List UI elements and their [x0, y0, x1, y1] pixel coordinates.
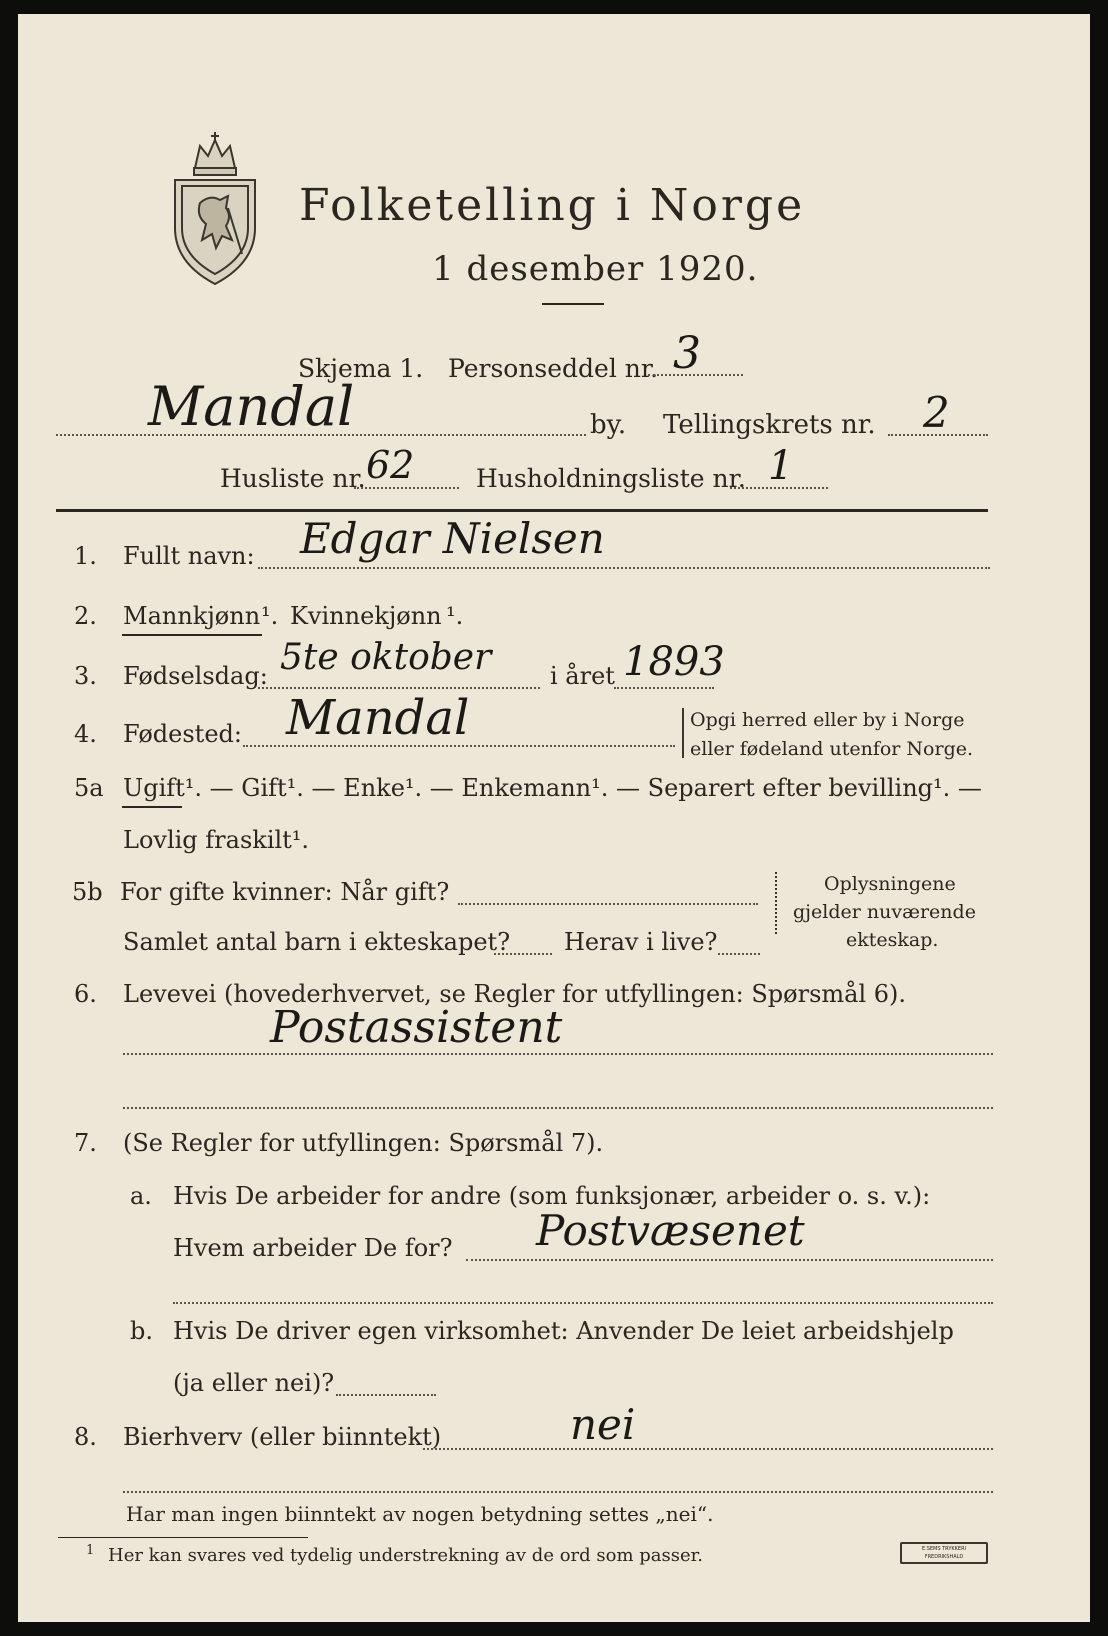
husholdning-label: Husholdningsliste nr. — [476, 464, 746, 493]
q1-label: Fullt navn: — [123, 542, 255, 570]
q8-line — [423, 1448, 993, 1450]
city-line — [56, 434, 586, 436]
q8-label: Bierhverv (eller biinntekt) — [123, 1423, 442, 1451]
q2-male[interactable]: Mannkjønn — [123, 602, 261, 630]
q4-label: Fødested: — [123, 720, 242, 748]
q3-day-line — [258, 687, 540, 689]
q5b-children-label: Samlet antal barn i ekteskapet? — [123, 928, 511, 956]
title-divider — [542, 303, 604, 305]
q3-year-label: i året — [550, 662, 615, 690]
q6-number: 6. — [74, 980, 97, 1008]
q5b-note-line1: Oplysningene — [824, 873, 956, 895]
personseddel-value[interactable]: 3 — [673, 328, 701, 379]
footnote-mark: 1 — [86, 1543, 95, 1558]
q5a-ugift-underline — [122, 806, 182, 808]
husliste-line — [354, 487, 459, 489]
q5b-note-brace — [775, 872, 777, 934]
q5a-options-line2[interactable]: Lovlig fraskilt¹. — [123, 826, 310, 854]
q1-line — [258, 567, 990, 569]
q8-value[interactable]: nei — [570, 1400, 636, 1449]
q7b-line1: Hvis De driver egen virksomhet: Anvender De leiet arbeidshjelp — [173, 1317, 954, 1345]
footnote-text: Her kan svares ved tydelig understrekning av de ord som passer. — [108, 1545, 703, 1566]
header-rule — [56, 509, 988, 512]
q5b-when-line — [458, 903, 758, 905]
q5b-alive-line — [718, 953, 760, 955]
q7b-number: b. — [130, 1317, 153, 1345]
printer-stamp-text: E.SEMS TRYKKERI FREDRIKSHALD — [921, 1546, 967, 1560]
q5b-children-line — [494, 953, 552, 955]
q3-label: Fødselsdag: — [123, 662, 268, 690]
q7-number: 7. — [74, 1129, 97, 1157]
q6-line1 — [123, 1053, 993, 1055]
husliste-value[interactable]: 62 — [366, 443, 415, 487]
q3-year-value[interactable]: 1893 — [623, 639, 725, 685]
q6-line2 — [123, 1107, 993, 1109]
q5b-alive-label: Herav i live? — [564, 928, 718, 956]
q8-line2 — [123, 1491, 993, 1493]
q7b-line2: (ja eller nei)? — [173, 1369, 335, 1397]
q3-number: 3. — [74, 662, 97, 690]
census-date: 1 desember 1920. — [432, 249, 759, 289]
husholdning-value[interactable]: 1 — [768, 443, 794, 489]
tellingskrets-label: Tellingskrets nr. — [663, 410, 876, 440]
city-value[interactable]: Mandal — [148, 375, 355, 438]
q4-number: 4. — [74, 720, 97, 748]
q7a-number: a. — [130, 1182, 152, 1210]
q7a-line2-dots — [173, 1302, 993, 1304]
q5b-line1: For gifte kvinner: Når gift? — [120, 878, 450, 906]
footnote-rule — [58, 1537, 308, 1538]
q6-label: Levevei (hovederhvervet, se Regler for utfyllingen: Spørsmål 6). — [123, 980, 907, 1008]
q5b-note-line3: ekteskap. — [846, 929, 939, 951]
form-title: Folketelling i Norge — [299, 180, 806, 231]
nei-instruction: Har man ingen biinntekt av nogen betydning settes „nei“. — [126, 1502, 714, 1526]
q4-note-line2: eller fødeland utenfor Norge. — [690, 738, 974, 760]
q2-male-mark: ¹. — [261, 602, 279, 630]
q7a-line — [466, 1259, 993, 1261]
q7a-line1: Hvis De arbeider for andre (som funksjonær, arbeider o. s. v.): — [173, 1182, 931, 1210]
q2-female[interactable]: Kvinnekjønn — [290, 602, 442, 630]
q1-value[interactable]: Edgar Nielsen — [300, 514, 605, 563]
q5b-note-line2: gjelder nuværende — [793, 901, 976, 923]
q1-number: 1. — [74, 542, 97, 570]
personseddel-label: Personseddel nr. — [448, 354, 659, 383]
q3-day-value[interactable]: 5te oktober — [280, 637, 492, 678]
q2-male-underline — [122, 634, 262, 636]
q2-female-mark: ¹. — [446, 602, 464, 630]
q5b-number: 5b — [72, 878, 103, 906]
schema-label: Skjema 1. — [298, 354, 424, 383]
by-label: by. — [590, 410, 627, 440]
printer-stamp — [900, 1542, 988, 1564]
q4-note-brace — [682, 708, 684, 758]
q7-label: (Se Regler for utfyllingen: Spørsmål 7). — [123, 1129, 604, 1157]
q5a-options[interactable]: Ugift¹. — Gift¹. — Enke¹. — Enkemann¹. — Separert efter bevilling¹. — — [123, 774, 982, 802]
q7a-line2: Hvem arbeider De for? — [173, 1234, 453, 1262]
husliste-label: Husliste nr. — [220, 464, 366, 493]
tellingskrets-value[interactable]: 2 — [923, 388, 950, 437]
q7b-line — [336, 1394, 436, 1396]
q4-value[interactable]: Mandal — [286, 690, 470, 746]
q2-number: 2. — [74, 602, 97, 630]
q4-note-line1: Opgi herred eller by i Norge — [690, 709, 965, 731]
coat-of-arms-icon — [170, 128, 260, 288]
census-form-sheet — [18, 14, 1090, 1622]
q8-number: 8. — [74, 1423, 97, 1451]
q7a-value[interactable]: Postvæsenet — [536, 1206, 805, 1255]
q5a-number: 5a — [74, 774, 104, 802]
q3-year-line — [614, 687, 714, 689]
q6-value[interactable]: Postassistent — [270, 1002, 563, 1053]
